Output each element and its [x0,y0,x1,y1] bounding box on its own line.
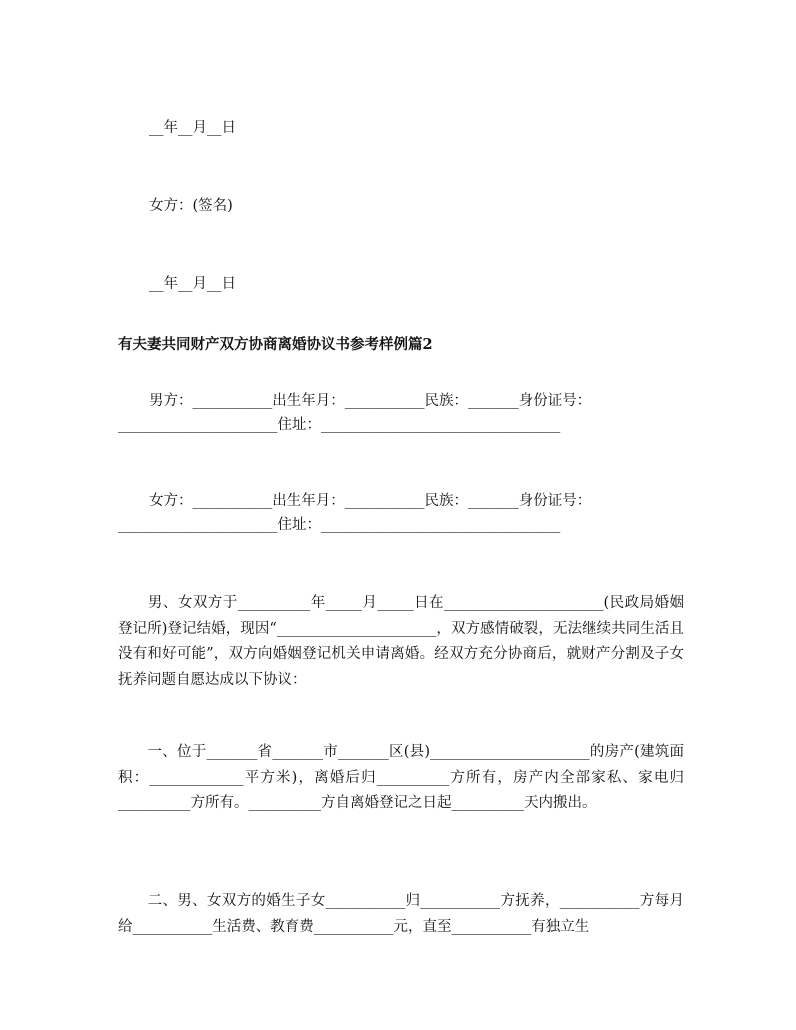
female-info-line-1: 女方：___________出生年月：___________民族：_______身份证号： [149,493,592,509]
intro-text: 男、女双方于__________年_____月_____日在______________________(民政局婚姻登记所)登记结婚，现因“______________________，双方感情破裂，无法继续共同生活且没有和好可能”，双方向婚姻登记机关申请离婚。经双方充分协商后，就财产分割及子女抚养问题自愿达成以下协议： [118,595,684,688]
intro-paragraph [118,591,684,693]
section-title: 有夫妻共同财产双方协商离婚协议书参考样例篇2 [118,336,433,353]
clause-2-paragraph [118,889,684,940]
male-info-line-2: ______________________住址：_________________________________ [118,417,561,433]
clause-1-text: 一、位于_______省_______市_______区(县)______________________的房产(建筑面积：_____________平方米)，离婚后归__________方所有，房产内全部家私、家电归__________方所有。__________方自离婚登记之日起__________天内搬出。 [118,744,684,811]
signature-date-1: __年__月__日 [149,120,236,136]
signature-date-2: __年__月__日 [149,276,236,292]
clause-1-paragraph [118,740,684,817]
female-info-line-2: ______________________住址：_________________________________ [118,517,561,533]
male-info-line-1: 男方：___________出生年月：___________民族：_______身份证号： [149,393,592,409]
female-signature-label: 女方：(签名) [149,198,233,214]
clause-2-text: 二、男、女双方的婚生子女___________归___________方抚养，___________方每月给___________生活费、教育费___________元，直至___________有独立生 [118,893,684,935]
